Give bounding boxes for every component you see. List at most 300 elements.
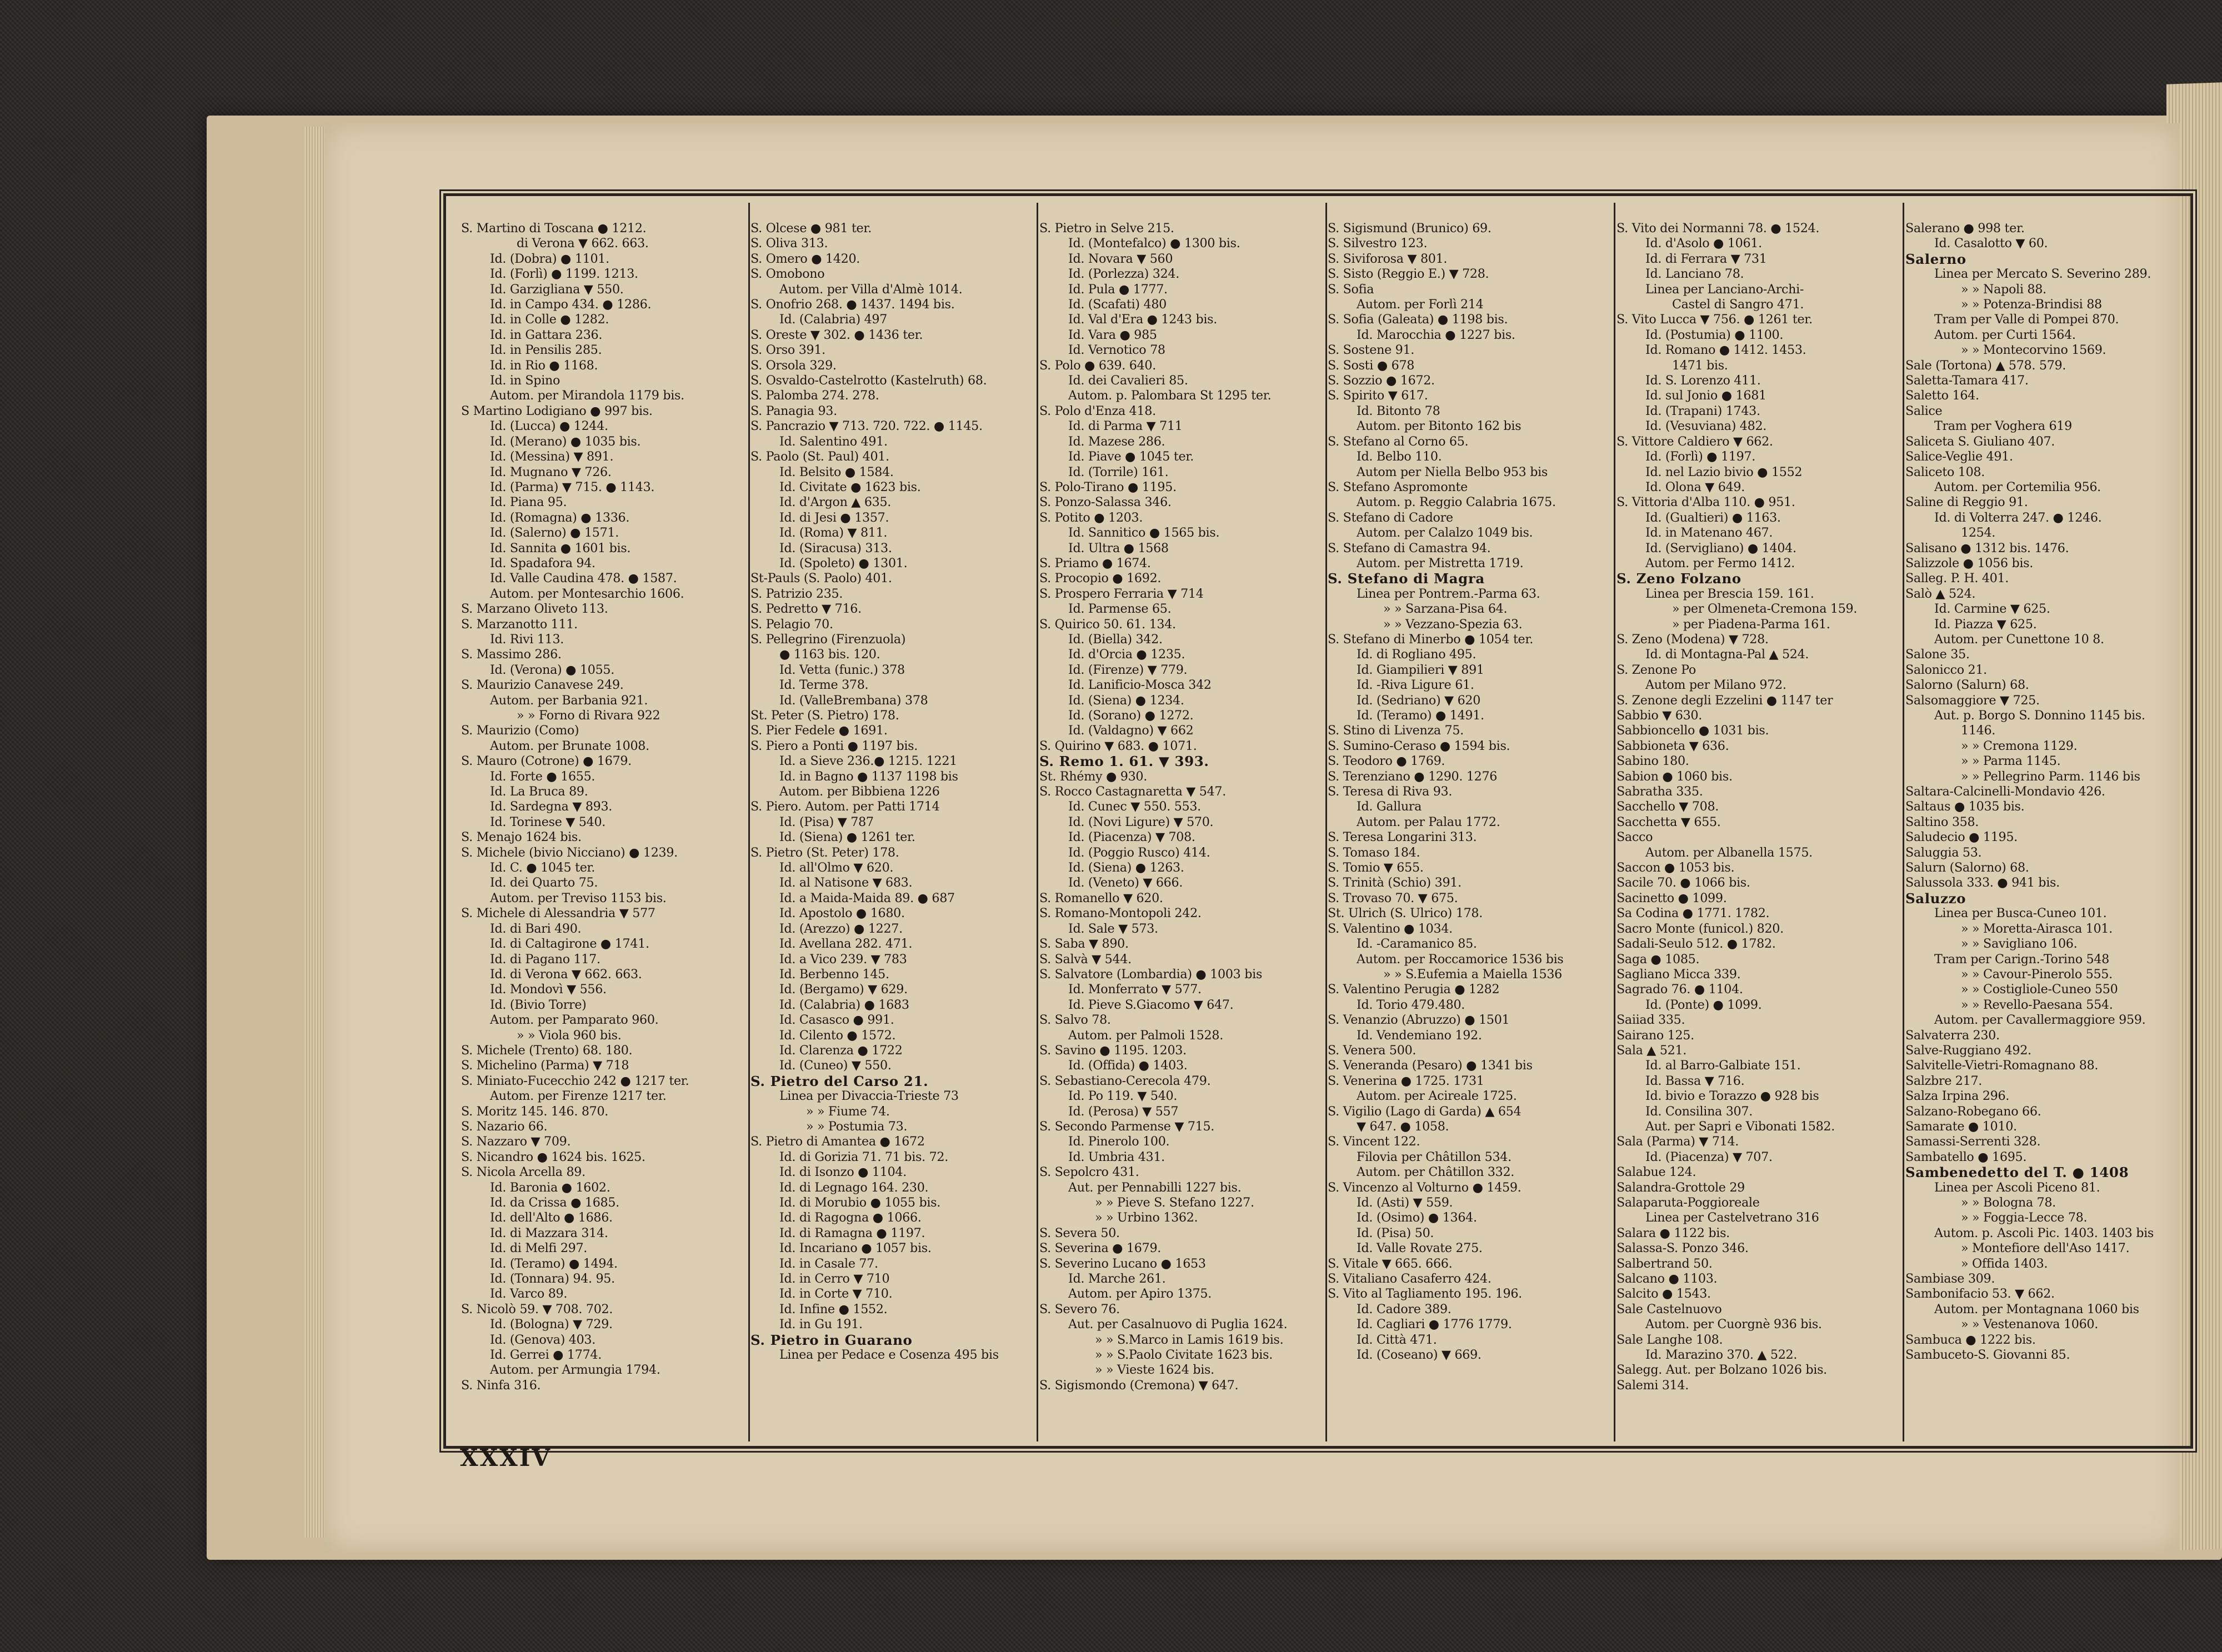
index-entry: Saiiad 335.: [1617, 1013, 1685, 1028]
index-entry: Autom. per Palau 1772.: [1357, 814, 1500, 829]
index-entry: Id. dei Cavalieri 85.: [1068, 373, 1188, 388]
index-entry: Id. -Caramanico 85.: [1357, 937, 1477, 952]
index-entry: Salice: [1905, 403, 1943, 418]
index-entry: Autom. per Roccamorice 1536 bis: [1357, 952, 1564, 967]
index-entry: Saliceto 108.: [1905, 464, 1985, 479]
index-entry: S. Menajo 1624 bis.: [461, 830, 582, 845]
index-entry: Id. Salentino 491.: [779, 434, 888, 449]
index-entry: Id. Piana 95.: [490, 495, 567, 510]
index-entry: Id. (Porlezza) 324.: [1068, 267, 1179, 282]
index-entry: S. Siviforosa ▼ 801.: [1328, 251, 1448, 266]
index-entry: S. Michele (Trento) 68. 180.: [461, 1043, 633, 1058]
index-entry: S. Tomio ▼ 655.: [1328, 860, 1424, 875]
index-entry: S. Nicola Arcella 89.: [461, 1165, 585, 1180]
index-entry: Id. Rivi 113.: [490, 632, 564, 647]
index-entry: Id. Marocchia ● 1227 bis.: [1357, 327, 1515, 342]
index-entry: Id. in Casale 77.: [779, 1256, 878, 1271]
index-entry: S. Nicandro ● 1624 bis. 1625.: [461, 1149, 645, 1164]
index-entry: S. Trinità (Schio) 391.: [1328, 875, 1462, 890]
column-divider: [1325, 203, 1327, 1441]
index-entry: Id. (Siracusa) 313.: [779, 540, 892, 555]
index-entry: Id. in Cerro ▼ 710: [779, 1271, 890, 1286]
index-entry: Autom. per Bibbiena 1226: [779, 784, 940, 799]
index-entry: Id. (Bergamo) ▼ 629.: [779, 982, 908, 997]
index-entry: » » Urbino 1362.: [1095, 1210, 1198, 1225]
index-entry: S. Patrizio 235.: [750, 586, 843, 601]
index-entry: S. Salvatore (Lombardia) ● 1003 bis: [1039, 967, 1263, 982]
index-entry: Id. di Volterra 247. ● 1246.: [1934, 510, 2102, 525]
index-entry: Id. Novara ▼ 560: [1068, 251, 1173, 266]
index-entry: Id. Carmine ▼ 625.: [1934, 602, 2050, 617]
index-entry: Aut. per Sapri e Vibonati 1582.: [1645, 1119, 1835, 1134]
index-entry: S. Sisto (Reggio E.) ▼ 728.: [1328, 267, 1489, 282]
index-entry: Id. in Bagno ● 1137 1198 bis: [779, 769, 958, 784]
index-entry: Linea per Busca-Cuneo 101.: [1934, 906, 2107, 921]
index-entry: Id. (Cuneo) ▼ 550.: [779, 1058, 892, 1073]
index-entry: S. Pier Fedele ● 1691.: [750, 723, 888, 738]
index-entry: St. Peter (S. Pietro) 178.: [750, 708, 899, 723]
index-entry: Id. di Bari 490.: [490, 921, 582, 936]
index-entry: Id. Po 119. ▼ 540.: [1068, 1089, 1178, 1104]
index-entry: S. Teodoro ● 1769.: [1328, 754, 1445, 769]
index-entry: Id. di Legnago 164. 230.: [779, 1180, 929, 1195]
index-entry: Id. (Trapani) 1743.: [1645, 403, 1760, 418]
index-entry: Salurn (Salorno) 68.: [1905, 860, 2029, 875]
index-entry: Id. Parmense 65.: [1068, 602, 1172, 617]
index-entry: Id. (Sedriano) ▼ 620: [1357, 693, 1481, 708]
index-entry: S. Paolo (St. Paul) 401.: [750, 449, 889, 464]
index-entry: Id. Pieve S.Giacomo ▼ 647.: [1068, 997, 1234, 1012]
index-entry: Id. (Calabria) ● 1683: [779, 997, 909, 1012]
index-entry: S. Trovaso 70. ▼ 675.: [1328, 890, 1458, 905]
index-entry: » » Sarzana-Pisa 64.: [1383, 602, 1508, 617]
index-entry: Autom. per Armungia 1794.: [490, 1363, 660, 1378]
index-entry: Autom. p. Ascoli Pic. 1403. 1403 bis: [1934, 1225, 2154, 1240]
index-entry: Saletta-Tamara 417.: [1905, 373, 2029, 388]
index-entry: S. Omero ● 1420.: [750, 251, 860, 266]
index-entry: Id. (Dobra) ● 1101.: [490, 251, 609, 266]
index-entry: Id. La Bruca 89.: [490, 784, 588, 799]
index-entry: » » Forno di Rivara 922: [517, 708, 660, 723]
index-entry: Salvitelle-Vietri-Romagnano 88.: [1905, 1058, 2099, 1073]
index-entry: Aut. per Pennabilli 1227 bis.: [1068, 1180, 1242, 1195]
index-entry: Autom. per Palmoli 1528.: [1068, 1028, 1223, 1043]
index-entry: S. Sosti ● 678: [1328, 358, 1415, 373]
index-entry: S. Moritz 145. 146. 870.: [461, 1104, 609, 1119]
index-entry: Id. Torio 479.480.: [1357, 997, 1465, 1012]
index-entry: Id. (Servigliano) ● 1404.: [1645, 540, 1796, 555]
index-column-1: [461, 221, 742, 1421]
index-entry: S. Pancrazio ▼ 713. 720. 722. ● 1145.: [750, 419, 983, 434]
index-entry: Id. (Perosa) ▼ 557: [1068, 1104, 1179, 1119]
index-entry: S. Venanzio (Abruzzo) ● 1501: [1328, 1013, 1510, 1028]
index-entry: Id. Clarenza ● 1722: [779, 1043, 903, 1058]
index-entry: Sacco: [1617, 830, 1653, 845]
index-entry: Id. (Lucca) ● 1244.: [490, 419, 608, 434]
index-entry: Salonicco 21.: [1905, 662, 1987, 677]
index-entry: di Verona ▼ 662. 663.: [517, 236, 649, 251]
index-entry: Id. (Valdagno) ▼ 662: [1068, 723, 1194, 738]
index-entry: Id. in Gattara 236.: [490, 327, 603, 342]
index-entry: » » Savigliano 106.: [1961, 937, 2078, 952]
index-entry: Id. (Veneto) ▼ 666.: [1068, 875, 1183, 890]
index-entry: S. Teresa Longarini 313.: [1328, 830, 1477, 845]
index-entry: Id. (Vesuviana) 482.: [1645, 419, 1767, 434]
index-entry: Id. (Romagna) ● 1336.: [490, 510, 630, 525]
index-entry: Id. (Biella) 342.: [1068, 632, 1163, 647]
index-entry: S. Pietro in Selve 215.: [1039, 221, 1174, 236]
index-entry: Saccon ● 1053 bis.: [1617, 860, 1735, 875]
index-entry: Salzano-Robegano 66.: [1905, 1104, 2041, 1119]
index-entry: 1146.: [1961, 723, 1996, 738]
index-entry: S. Quirino ▼ 683. ● 1071.: [1039, 738, 1197, 753]
column-divider: [1903, 203, 1904, 1441]
index-entry: S. Panagia 93.: [750, 403, 837, 418]
index-entry: Id. (Scafati) 480: [1068, 297, 1167, 312]
index-entry: Id. a Sieve 236.● 1215. 1221: [779, 754, 957, 769]
index-entry: Linea per Divaccia-Trieste 73: [779, 1089, 959, 1104]
index-entry: Samarate ● 1010.: [1905, 1119, 2017, 1134]
index-entry: S. Stino di Livenza 75.: [1328, 723, 1464, 738]
index-entry: S. Stefano di Magra: [1328, 571, 1485, 587]
index-entry: S. Romano-Montopoli 242.: [1039, 906, 1202, 921]
index-entry: Sala ▲ 521.: [1617, 1043, 1687, 1058]
index-entry: Id. (Arezzo) ● 1227.: [779, 921, 903, 936]
index-entry: Id. Infine ● 1552.: [779, 1301, 888, 1316]
index-entry: S. Vito Lucca ▼ 756. ● 1261 ter.: [1617, 312, 1813, 327]
column-divider: [1037, 203, 1038, 1441]
index-entry: S. Savino ● 1195. 1203.: [1039, 1043, 1187, 1058]
index-entry: Salza Irpina 296.: [1905, 1089, 2010, 1104]
index-entry: » » S.Marco in Lamis 1619 bis.: [1095, 1332, 1284, 1347]
index-entry: Id. in Rio ● 1168.: [490, 358, 598, 373]
index-entry: S. Pedretto ▼ 716.: [750, 602, 862, 617]
index-entry: » » Parma 1145.: [1961, 754, 2061, 769]
index-entry: Id. sul Jonio ● 1681: [1645, 388, 1766, 403]
index-entry: Autom. per Mistretta 1719.: [1357, 555, 1524, 570]
index-entry: Salabue 124.: [1617, 1165, 1696, 1180]
index-entry: Sacile 70. ● 1066 bis.: [1617, 875, 1750, 890]
index-entry: Sale Castelnuovo: [1617, 1301, 1722, 1316]
index-entry: Autom. p. Palombara St 1295 ter.: [1068, 388, 1272, 403]
index-entry: S. Pietro del Carso 21.: [750, 1073, 929, 1089]
index-entry: » » Vezzano-Spezia 63.: [1383, 617, 1523, 632]
index-entry: Salleg. P. H. 401.: [1905, 571, 2009, 586]
index-entry: » » Napoli 88.: [1961, 282, 2046, 297]
index-entry: Saliceta S. Giuliano 407.: [1905, 434, 2055, 449]
index-entry: S. Valentino ● 1034.: [1328, 921, 1453, 936]
index-entry: Id. (Ponte) ● 1099.: [1645, 997, 1762, 1012]
index-entry: Linea per Ascoli Piceno 81.: [1934, 1180, 2100, 1195]
index-entry: Sambiase 309.: [1905, 1271, 1995, 1286]
index-entry: Id. Marazino 370. ▲ 522.: [1645, 1348, 1798, 1363]
index-entry: Id. (Tonnara) 94. 95.: [490, 1271, 615, 1286]
index-entry: Autom per Niella Belbo 953 bis: [1357, 464, 1548, 479]
index-entry: Id. di Melfi 297.: [490, 1241, 588, 1256]
index-entry: S. Orso 391.: [750, 343, 825, 358]
index-entry: Sabbio ▼ 630.: [1617, 708, 1702, 723]
index-entry: S. Sostene 91.: [1328, 343, 1415, 358]
index-entry: » Offida 1403.: [1961, 1256, 2048, 1271]
index-entry: S. Venera 500.: [1328, 1043, 1417, 1058]
index-entry: Id. d'Argon ▲ 635.: [779, 495, 892, 510]
index-entry: S. Michelino (Parma) ▼ 718: [461, 1058, 629, 1073]
index-entry: S. Sofia (Galeata) ● 1198 bis.: [1328, 312, 1508, 327]
index-entry: Sairano 125.: [1617, 1028, 1694, 1043]
index-entry: Id. Valle Rovate 275.: [1357, 1241, 1483, 1256]
index-entry: Sabbioncello ● 1031 bis.: [1617, 723, 1769, 738]
index-entry: S. Omobono: [750, 267, 825, 282]
index-entry: Salassa-S. Ponzo 346.: [1617, 1241, 1749, 1256]
index-entry: Sadali-Seulo 512. ● 1782.: [1617, 937, 1776, 952]
index-entry: Id. Mazese 286.: [1068, 434, 1165, 449]
index-entry: Id. di Mazzara 314.: [490, 1225, 608, 1240]
index-entry: Sacchello ▼ 708.: [1617, 799, 1719, 814]
index-entry: Id. S. Lorenzo 411.: [1645, 373, 1761, 388]
index-entry: Id. (Salerno) ● 1571.: [490, 525, 619, 540]
index-entry: Id. (Offida) ● 1403.: [1068, 1058, 1188, 1073]
index-entry: Id. (Forlì) ● 1199. 1213.: [490, 267, 638, 282]
index-entry: Id. Sannitico ● 1565 bis.: [1068, 525, 1220, 540]
index-entry: Id. Marche 261.: [1068, 1271, 1166, 1286]
index-entry: Autom. per Firenze 1217 ter.: [490, 1089, 667, 1104]
index-entry: S. Piero a Ponti ● 1197 bis.: [750, 738, 918, 753]
index-column-4: [1328, 221, 1609, 1421]
index-entry: Id. Piave ● 1045 ter.: [1068, 449, 1194, 464]
index-entry: Autom. per Acireale 1725.: [1357, 1089, 1517, 1104]
index-entry: S. Palomba 274. 278.: [750, 388, 879, 403]
index-entry: Id. di Ramagna ● 1197.: [779, 1225, 925, 1240]
index-entry: » » Bologna 78.: [1961, 1195, 2056, 1210]
index-entry: Sambonifacio 53. ▼ 662.: [1905, 1286, 2055, 1301]
index-entry: Id. Casalotto ▼ 60.: [1934, 236, 2048, 251]
index-entry: S. Severino Lucano ● 1653: [1039, 1256, 1206, 1271]
index-entry: S. Sumino-Ceraso ● 1594 bis.: [1328, 738, 1510, 753]
index-entry: Linea per Mercato S. Severino 289.: [1934, 267, 2151, 282]
index-entry: S. Osvaldo-Castelrotto (Kastelruth) 68.: [750, 373, 987, 388]
index-entry: S. Sozzio ● 1672.: [1328, 373, 1435, 388]
index-entry: Id. di Parma ▼ 711: [1068, 419, 1183, 434]
index-entry: S. Sigismondo (Cremona) ▼ 647.: [1039, 1378, 1239, 1393]
index-entry: S. Miniato-Fucecchio 242 ● 1217 ter.: [461, 1073, 689, 1088]
index-entry: » » Vieste 1624 bis.: [1095, 1363, 1214, 1378]
index-entry: Id. Pinerolo 100.: [1068, 1134, 1170, 1149]
index-entry: Id. -Riva Ligure 61.: [1357, 678, 1474, 693]
index-entry: S. Polo d'Enza 418.: [1039, 403, 1156, 418]
index-entry: » » S.Paolo Civitate 1623 bis.: [1095, 1348, 1273, 1363]
index-entry: Id. bivio e Torazzo ● 928 bis: [1645, 1089, 1819, 1104]
column-divider: [748, 203, 750, 1441]
index-entry: S. Nazario 66.: [461, 1119, 548, 1134]
index-entry: Linea per Pontrem.-Parma 63.: [1357, 586, 1540, 601]
index-entry: Id. (Merano) ● 1035 bis.: [490, 434, 641, 449]
index-entry: Id. Città 471.: [1357, 1332, 1437, 1347]
index-entry: » per Piadena-Parma 161.: [1672, 617, 1830, 632]
index-entry: » » Postumia 73.: [806, 1119, 908, 1134]
index-entry: Sale Langhe 108.: [1617, 1332, 1723, 1347]
index-entry: » » S.Eufemia a Maiella 1536: [1383, 967, 1562, 982]
left-page-edge: [304, 127, 324, 1538]
index-entry: Id. di Montagna-Pal ▲ 524.: [1645, 647, 1809, 662]
index-entry: Saludecio ● 1195.: [1905, 830, 2018, 845]
index-entry: Id. dei Quarto 75.: [490, 875, 598, 890]
index-entry: Salcito ● 1543.: [1617, 1286, 1711, 1301]
index-entry: S. Vito al Tagliamento 195. 196.: [1328, 1286, 1522, 1301]
index-entry: Salisano ● 1312 bis. 1476.: [1905, 540, 2069, 555]
index-entry: Salerno: [1905, 251, 1966, 267]
index-entry: Id. Lanificio-Mosca 342: [1068, 678, 1212, 693]
index-column-2: [750, 221, 1032, 1421]
index-entry: Id. Forte ● 1655.: [490, 769, 595, 784]
index-entry: Saluzzo: [1905, 890, 1966, 907]
index-entry: Id. a Vico 239. ▼ 783: [779, 952, 907, 967]
index-entry: » » Revello-Paesana 554.: [1961, 997, 2113, 1012]
index-entry: Id. (Roma) ▼ 811.: [779, 525, 888, 540]
index-entry: Id. Cagliari ● 1776 1779.: [1357, 1317, 1512, 1332]
index-entry: » » Fiume 74.: [806, 1104, 890, 1119]
index-entry: S. Pietro (St. Peter) 178.: [750, 845, 899, 860]
index-entry: Autom. per Forlì 214: [1357, 297, 1484, 312]
index-entry: S. Nicolò 59. ▼ 708. 702.: [461, 1301, 613, 1316]
index-entry: Id. (Novi Ligure) ▼ 570.: [1068, 814, 1214, 829]
index-entry: Id. da Crissa ● 1685.: [490, 1195, 619, 1210]
index-entry: Id. di Ferrara ▼ 731: [1645, 251, 1767, 266]
index-entry: S. Procopio ● 1692.: [1039, 571, 1162, 586]
index-entry: 1471 bis.: [1672, 358, 1728, 373]
index-entry: » » Cremona 1129.: [1961, 738, 2078, 753]
index-entry: Salone 35.: [1905, 647, 1970, 662]
index-entry: Tram per Carign.-Torino 548: [1934, 952, 2109, 967]
index-entry: S. Valentino Perugia ● 1282: [1328, 982, 1500, 997]
index-entry: S. Zeno (Modena) ▼ 728.: [1617, 632, 1769, 647]
index-entry: S. Massimo 286.: [461, 647, 562, 662]
index-entry: S. Mauro (Cotrone) ● 1679.: [461, 754, 632, 769]
index-entry: St. Rhémy ● 930.: [1039, 769, 1147, 784]
index-entry: Sacinetto ● 1099.: [1617, 890, 1727, 905]
index-entry: Id. (Postumia) ● 1100.: [1645, 327, 1784, 342]
index-entry: Id. Belbo 110.: [1357, 449, 1442, 464]
index-entry: S. Vitale ▼ 665. 666.: [1328, 1256, 1453, 1271]
index-entry: Id. Bitonto 78: [1357, 403, 1440, 418]
index-entry: Salò ▲ 524.: [1905, 586, 1976, 601]
index-entry: Autom per Milano 972.: [1645, 678, 1786, 693]
index-entry: Id. al Barro-Galbiate 151.: [1645, 1058, 1801, 1073]
index-entry: S. Remo 1. 61. ▼ 393.: [1039, 754, 1209, 769]
index-entry: Autom. per Fermo 1412.: [1645, 555, 1795, 570]
index-entry: Sacro Monte (funicol.) 820.: [1617, 921, 1784, 936]
index-entry: ● 1163 bis. 120.: [779, 647, 880, 662]
index-entry: S. Vitaliano Casaferro 424.: [1328, 1271, 1492, 1286]
index-entry: Id. Vernotico 78: [1068, 343, 1165, 358]
index-entry: S. Vittoria d'Alba 110. ● 951.: [1617, 495, 1795, 510]
index-column-3: [1039, 221, 1320, 1421]
index-entry: Sambuca ● 1222 bis.: [1905, 1332, 2036, 1347]
index-entry: S. Sofia: [1328, 282, 1374, 297]
index-entry: Id. in Campo 434. ● 1286.: [490, 297, 652, 312]
index-entry: Sale (Tortona) ▲ 578. 579.: [1905, 358, 2066, 373]
index-entry: Id. Cunec ▼ 550. 553.: [1068, 799, 1201, 814]
index-entry: S. Zenone Po: [1617, 662, 1696, 677]
index-entry: Id. (Asti) ▼ 559.: [1357, 1195, 1453, 1210]
index-entry: S. Stefano di Camastra 94.: [1328, 540, 1491, 555]
index-entry: Id. in Gu 191.: [779, 1317, 863, 1332]
index-entry: S. Nazzaro ▼ 709.: [461, 1134, 571, 1149]
index-entry: Id. Terme 378.: [779, 678, 869, 693]
index-entry: Linea per Pedace e Cosenza 495 bis: [779, 1348, 999, 1363]
index-entry: Sagliano Micca 339.: [1617, 967, 1741, 982]
index-entry: Id. di Rogliano 495.: [1357, 647, 1477, 662]
index-entry: Id. (Pisa) 50.: [1357, 1225, 1434, 1240]
index-entry: » Montefiore dell'Aso 1417.: [1961, 1241, 2130, 1256]
index-entry: Id. (Teramo) ● 1494.: [490, 1256, 618, 1271]
page-number: XXXIV: [460, 1444, 552, 1471]
index-entry: Saga ● 1085.: [1617, 952, 1700, 967]
index-entry: Id. Monferrato ▼ 577.: [1068, 982, 1202, 997]
index-column-6: [1905, 221, 2178, 1421]
index-entry: Aut. per Casalnuovo di Puglia 1624.: [1068, 1317, 1288, 1332]
index-entry: Aut. p. Borgo S. Donnino 1145 bis.: [1934, 708, 2145, 723]
index-entry: S. Polo-Tirano ● 1195.: [1039, 479, 1177, 494]
index-entry: S. Potito ● 1203.: [1039, 510, 1143, 525]
index-entry: S. Rocco Castagnaretta ▼ 547.: [1039, 784, 1226, 799]
index-entry: Id. di Verona ▼ 662. 663.: [490, 967, 642, 982]
index-entry: Id. Gallura: [1357, 799, 1422, 814]
index-entry: S. Zeno Folzano: [1617, 571, 1741, 587]
index-entry: Autom. per Apiro 1375.: [1068, 1286, 1212, 1301]
index-entry: Linea per Castelvetrano 316: [1645, 1210, 1819, 1225]
index-entry: Id. Sale ▼ 573.: [1068, 921, 1158, 936]
index-entry: Linea per Brescia 159. 161.: [1645, 586, 1814, 601]
index-entry: Id. a Maida-Maida 89. ● 687: [779, 890, 955, 905]
index-entry: S. Ponzo-Salassa 346.: [1039, 495, 1172, 510]
index-entry: Saltino 358.: [1905, 814, 1979, 829]
index-entry: Id. (Calabria) 497: [779, 312, 888, 327]
index-entry: S. Oliva 313.: [750, 236, 828, 251]
index-entry: Id. Ultra ● 1568: [1068, 540, 1169, 555]
index-entry: Id. (Messina) ▼ 891.: [490, 449, 614, 464]
index-entry: S. Vincent 122.: [1328, 1134, 1420, 1149]
index-entry: S. Piero. Autom. per Patti 1714: [750, 799, 940, 814]
index-entry: S. Oreste ▼ 302. ● 1436 ter.: [750, 327, 923, 342]
index-entry: Linea per Lanciano-Archi-: [1645, 282, 1804, 297]
index-entry: S. Pietro di Amantea ● 1672: [750, 1134, 925, 1149]
index-entry: Id. Val d'Era ● 1243 bis.: [1068, 312, 1217, 327]
index-entry: Id. (Pisa) ▼ 787: [779, 814, 874, 829]
index-entry: S. Polo ● 639. 640.: [1039, 358, 1156, 373]
index-entry: Id. Torinese ▼ 540.: [490, 814, 606, 829]
index-entry: Salara ● 1122 bis.: [1617, 1225, 1730, 1240]
index-entry: Salzbre 217.: [1905, 1073, 1983, 1088]
index-entry: Id. Garzigliana ▼ 550.: [490, 282, 624, 297]
index-entry: » » Costigliole-Cuneo 550: [1961, 982, 2118, 997]
index-entry: Id. Incariano ● 1057 bis.: [779, 1241, 932, 1256]
index-entry: Id. Belsito ● 1584.: [779, 464, 894, 479]
index-entry: » » Pieve S. Stefano 1227.: [1095, 1195, 1254, 1210]
index-entry: Saluggia 53.: [1905, 845, 1982, 860]
index-entry: Id. (Piacenza) ▼ 707.: [1645, 1149, 1773, 1164]
index-entry: Autom. per Mirandola 1179 bis.: [490, 388, 684, 403]
index-entry: » » Pellegrino Parm. 1146 bis: [1961, 769, 2140, 784]
index-entry: Sambenedetto del T. ● 1408: [1905, 1165, 2129, 1180]
index-entry: S. Severa 50.: [1039, 1225, 1120, 1240]
index-entry: Sabino 180.: [1617, 754, 1689, 769]
index-entry: St-Pauls (S. Paolo) 401.: [750, 571, 892, 586]
index-entry: Filovia per Châtillon 534.: [1357, 1149, 1512, 1164]
index-entry: S. Sigismund (Brunico) 69.: [1328, 221, 1492, 236]
index-entry: Salandra-Grottole 29: [1617, 1180, 1745, 1195]
index-entry: S. Marzanotto 111.: [461, 617, 578, 632]
index-entry: Salbertrand 50.: [1617, 1256, 1713, 1271]
